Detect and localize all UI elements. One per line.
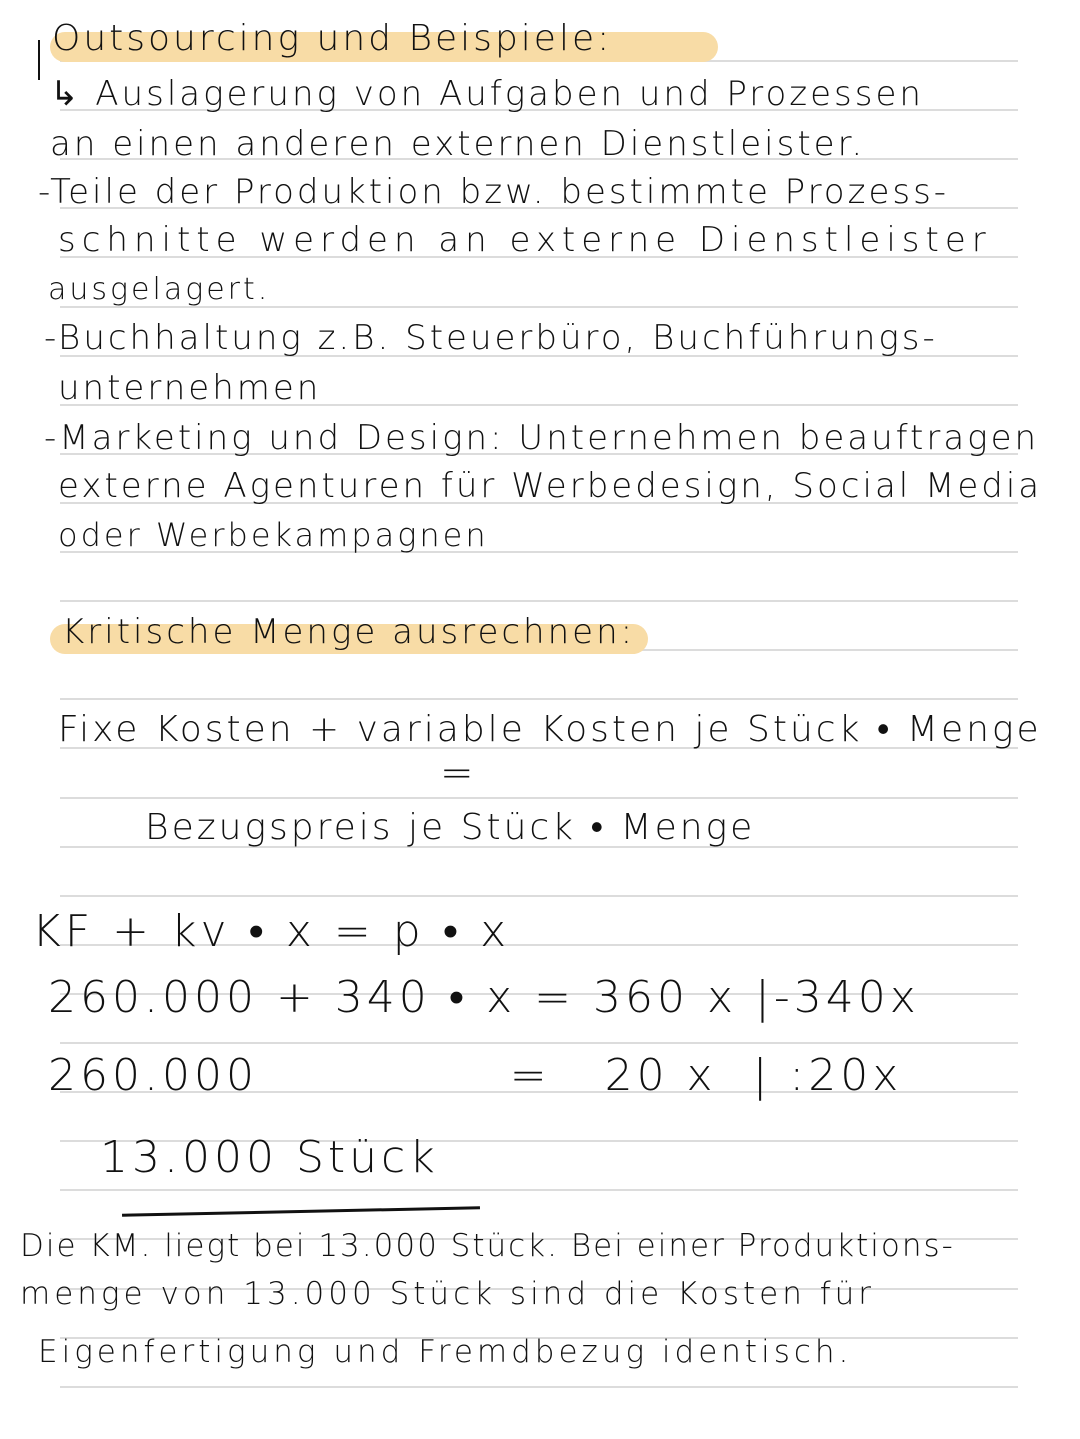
calc-result: 13.000 Stück [100, 1132, 439, 1183]
result-underline [122, 1206, 480, 1216]
ruled-line [60, 1042, 1018, 1044]
text-line: -Buchhaltung z.B. Steuerbüro, Buchführungs- [44, 318, 938, 358]
conclusion-line: menge von 13.000 Stück sind die Kosten für [20, 1276, 876, 1312]
text-line: -Marketing und Design: Unternehmen beauftragen [44, 418, 1040, 458]
formula-line: Fixe Kosten + variable Kosten je Stück • Menge [58, 709, 1042, 750]
conclusion-line: Eigenfertigung und Fremdbezug identisch. [38, 1334, 853, 1370]
ruled-line [60, 1189, 1018, 1191]
formula-line: Bezugspreis je Stück • Menge [145, 807, 756, 848]
ruled-line [60, 1386, 1018, 1388]
text-line: an einen anderen externen Dienstleister. [50, 124, 866, 164]
text-line: externe Agenturen für Werbedesign, Social Media [58, 466, 1043, 506]
text-line: oder Werbekampagnen [58, 516, 489, 554]
text-line: ausgelagert. [48, 272, 271, 307]
heading-kritische-menge: Kritische Menge ausrechnen: [62, 612, 636, 652]
heading-outsourcing: Outsourcing und Beispiele: [52, 18, 613, 59]
ruled-line [60, 797, 1018, 799]
text-line: -Teile der Produktion bzw. bestimmte Prozess- [38, 172, 950, 212]
calc-line: 260.000 = 20 x | :20x [48, 1050, 903, 1101]
ruled-line [60, 600, 1018, 602]
calc-line: 260.000 + 340 • x = 360 x |-340x [48, 972, 920, 1023]
calc-line: KF + kv • x = p • x [32, 906, 511, 957]
text-line: unternehmen [58, 368, 322, 408]
ruled-line [60, 698, 1018, 700]
text-line: ↳ Auslagerung von Aufgaben und Prozessen [50, 74, 924, 114]
conclusion-line: Die KM. liegt bei 13.000 Stück. Bei einer Produktions- [20, 1228, 955, 1264]
bracket-line [38, 40, 40, 80]
text-line: schnitte werden an externe Dienstleister [58, 220, 992, 260]
ruled-line [60, 895, 1018, 897]
formula-equals: = [440, 750, 477, 796]
